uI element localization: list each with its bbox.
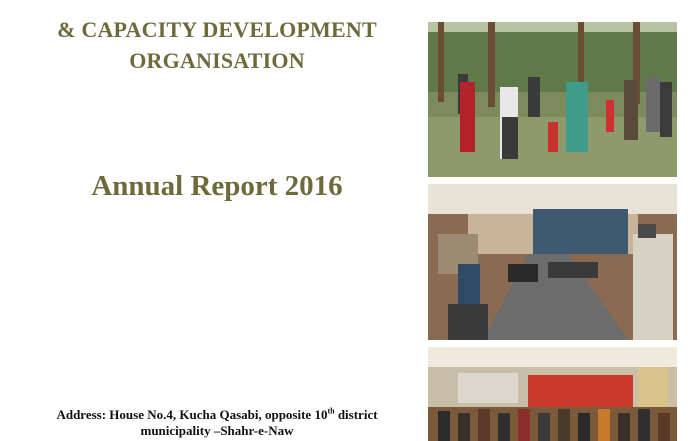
address-line-2: municipality –Shahr-e-Naw bbox=[140, 423, 294, 438]
address-line-1-end: district bbox=[334, 407, 378, 422]
group-banner-photo bbox=[428, 347, 677, 441]
address-block bbox=[20, 407, 414, 439]
ordinal-suffix: th bbox=[327, 406, 335, 416]
report-title: Annual Report 2016 bbox=[91, 170, 343, 202]
org-name-line-2: ORGANISATION bbox=[129, 48, 305, 73]
address-line-1-text: Address: House No.4, Kucha Qasabi, opposite 10 bbox=[56, 407, 328, 422]
address-line-1 bbox=[20, 407, 414, 423]
organisation-name bbox=[20, 14, 414, 76]
outdoor-group-photo bbox=[428, 22, 677, 177]
meeting-room-photo bbox=[428, 184, 677, 340]
org-name-line-1: & CAPACITY DEVELOPMENT bbox=[57, 17, 377, 42]
